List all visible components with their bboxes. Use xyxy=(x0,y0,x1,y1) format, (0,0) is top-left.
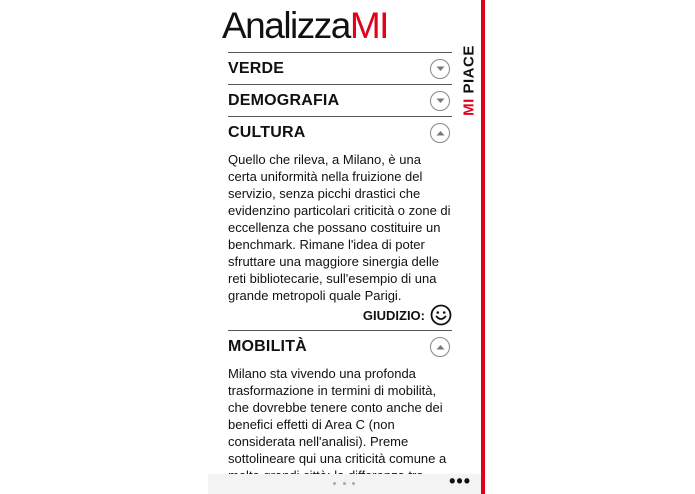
section-mobilita xyxy=(228,330,452,488)
smiley-face-icon xyxy=(430,304,452,326)
section-header-demografia[interactable] xyxy=(228,85,452,116)
section-demografia xyxy=(228,84,452,116)
section-body-cultura: Quello che rileva, a Milano, è una certa uniformità nella fruizione del servizio, senza picchi drastici che evidenzino particolari criticità o zone di eccellenza che possano costituire un benchmark. Rimane l'idea di poter sfruttare una maggiore sinergia delle reti bibliotecarie, sull'esempio di una grande metropoli quale Parigi. xyxy=(228,152,451,303)
side-tab-label-mi: MI xyxy=(460,98,478,116)
section-header-mobilita[interactable] xyxy=(228,331,452,362)
accent-bar xyxy=(481,0,485,494)
side-tab[interactable] xyxy=(459,0,479,494)
section-header-verde[interactable] xyxy=(228,53,452,84)
chevron-down-icon[interactable] xyxy=(430,91,450,111)
app-bar xyxy=(208,471,481,494)
sections-list xyxy=(228,52,452,488)
chevron-up-icon[interactable] xyxy=(430,123,450,143)
section-title: DEMOGRAFIA xyxy=(228,91,340,109)
app-screen xyxy=(208,0,487,494)
section-cultura xyxy=(228,116,452,326)
rating xyxy=(228,304,452,326)
rating-label: GIUDIZIO: xyxy=(362,307,425,323)
app-title xyxy=(222,4,388,48)
section-verde xyxy=(228,52,452,84)
app-bar-grip xyxy=(333,482,355,485)
side-tab-label-piace: PIACE xyxy=(460,45,478,94)
chevron-up-icon[interactable] xyxy=(430,337,450,357)
app-title-part2: MI xyxy=(349,5,388,46)
app-title-part1: Analizza xyxy=(222,5,350,46)
section-header-cultura[interactable] xyxy=(228,117,452,148)
section-title: MOBILITÀ xyxy=(228,337,307,355)
section-title: CULTURA xyxy=(228,123,306,141)
side-tab-label xyxy=(461,45,478,117)
section-body-mobilita: Milano sta vivendo una profonda trasformazione in termini di mobilità, che dovrebbe tenere conto anche dei benefici effetti di Area C (non considerata nell'analisi). Preme sottolineare qui una criticità comune a xyxy=(228,366,447,466)
section-title: VERDE xyxy=(228,59,285,77)
more-options-icon[interactable]: ••• xyxy=(449,471,471,491)
chevron-down-icon[interactable] xyxy=(430,59,450,79)
